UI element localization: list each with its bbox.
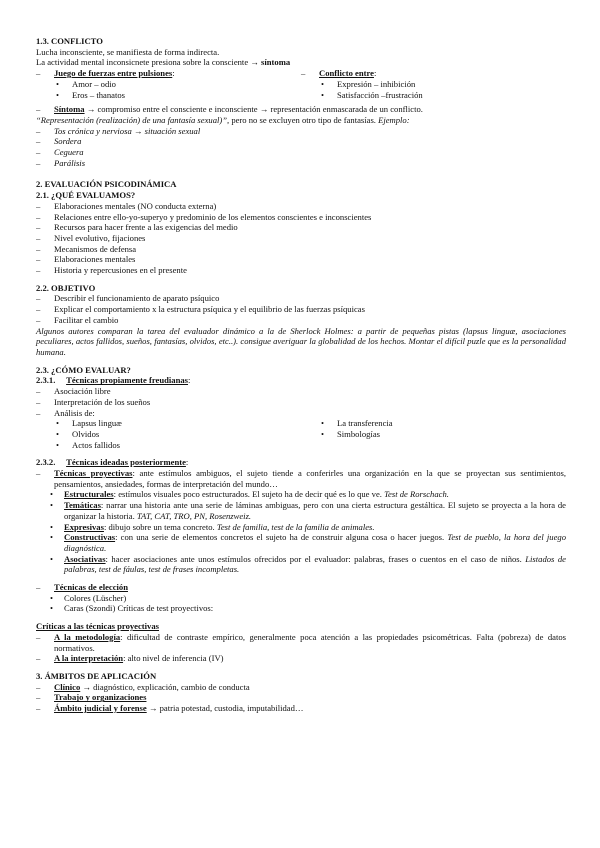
analisis-item: • Simbologías (321, 428, 380, 439)
que-evaluamos-item: – Historia y repercusiones en el presente (36, 265, 187, 276)
example-item: – Tos crónica y nerviosa → situación sexual (36, 125, 201, 136)
estructurales-item: • Estructurales: estímulos visuales poco estructurados. El sujeto ha de decir qué es lo que ve. Test de Rorschach. (50, 489, 449, 500)
que-evaluamos-item: – Relaciones entre ello-yo-superyo y predominio de los elementos conscientes e inconscientes (36, 211, 372, 222)
analisis-item: • Lapsus linguæ (56, 418, 122, 429)
que-evaluamos-item: – Nivel evolutivo, fijaciones (36, 232, 146, 243)
expresivas-item: • Expresivas: dibujo sobre un tema concreto. Test de familia, test de la familia de animales. (50, 521, 375, 532)
subsection-title-que-evaluamos: 2.1. ¿QUÉ EVALUAMOS? (36, 190, 136, 201)
document-page (36, 36, 566, 714)
eleccion-item: • Colores (Lüscher) (50, 592, 127, 603)
conflicto-entre-heading: – Conflicto entre: (301, 68, 377, 79)
que-evaluamos-item: – Recursos para hacer frente a las exigencias del medio (36, 222, 238, 233)
analisis-item: • Olvidos (56, 428, 100, 439)
ambito-item: – Trabajo y organizaciones (36, 692, 147, 703)
analisis-right-column (301, 418, 566, 450)
section-title-ambitos: 3. ÁMBITOS DE APLICACIÓN (36, 670, 157, 681)
critica-metodologia: – A la metodología: dificultad de contraste empírico, generalmente poca atención a las propiedades psicométricas. Falta (pobreza) de datos normativos. (36, 631, 566, 653)
fuerzas-column (36, 68, 301, 100)
eleccion-heading: – Técnicas de elección (36, 582, 128, 593)
objetivo-item: – Explicar el comportamiento x la estructura psíquica y el equilibrio de las fuerzas psíquicas (36, 304, 365, 315)
que-evaluamos-item: – Mecanismos de defensa (36, 243, 137, 254)
objetivo-item: – Facilitar el cambio (36, 314, 119, 325)
tematicas-item: • Temáticas: narrar una historia ante una serie de láminas ambiguas, pero con una cierta estructura gestáltica. El sujeto se proyecta a la hora de organizar la historia. TAT, CAT, TRO, PN, Rosenzweiz. (50, 500, 566, 521)
analisis-left-column (36, 418, 301, 450)
proyectivas-paragraph: – Técnicas proyectivas: ante estímulos ambiguos, el sujeto tiende a conferirles una organización en la que se proyectan sus sentimientos, pensamientos, ansiedades, formas de interpretación del mundo… (36, 468, 566, 489)
section-title-evaluacion: 2. EVALUACIÓN PSICODINÁMICA (36, 179, 177, 190)
posteriores-heading: 2.3.2. Técnicas ideadas posteriormente: (36, 457, 189, 468)
conflicto-line-1: Lucha inconsciente, se manifiesta de forma indirecta. (36, 46, 220, 57)
subsection-title-objetivo: 2.2. OBJETIVO (36, 282, 96, 293)
fuerzas-heading: – Juego de fuerzas entre pulsiones: (36, 68, 175, 79)
example-item: – Parálisis (36, 157, 86, 168)
ambito-item: – Ámbito judicial y forense → patria potestad, custodia, imputabilidad… (36, 703, 304, 714)
ambito-item: – Clínico → diagnóstico, explicación, cambio de conducta (36, 681, 250, 692)
analisis-two-columns (36, 418, 566, 450)
conflicto-entre-item: • Satisfacción –frustración (321, 89, 423, 100)
freudianas-item: – Interpretación de los sueños (36, 396, 151, 407)
freudianas-item: – Análisis de: (36, 407, 95, 418)
conflicto-entre-item: • Expresión – inhibición (321, 78, 416, 89)
example-item: – Sordera (36, 136, 82, 147)
analisis-item: • La transferencia (321, 418, 393, 429)
objetivo-item: – Describir el funcionamiento de aparato psíquico (36, 293, 220, 304)
que-evaluamos-item: – Elaboraciones mentales (36, 254, 136, 265)
freudianas-item: – Asociación libre (36, 386, 111, 397)
que-evaluamos-item: – Elaboraciones mentales (NO conducta externa) (36, 200, 217, 211)
freudianas-heading: 2.3.1. Técnicas propiamente freudianas: (36, 375, 191, 386)
sintoma-definition: – Síntoma → compromiso entre el consciente e inconsciente → representación enmascarada de un conflicto. (36, 104, 423, 115)
criticas-heading: Críticas a las técnicas proyectivas (36, 621, 159, 632)
eleccion-item: • Caras (Szondi) Críticas de test proyectivos: (50, 603, 214, 614)
representacion-line: “Representación (realización) de una fantasía sexual)”, pero no se excluyen otro tipo de fantasías. Ejemplo: (36, 114, 410, 125)
constructivas-item: • Constructivas: con una serie de elementos concretos el sujeto ha de construir alguna cosa o hacer juegos. Test de pueblo, la hora del juego diagnóstica. (50, 532, 566, 553)
subsection-title-como-evaluar: 2.3. ¿CÓMO EVALUAR? (36, 364, 131, 375)
conflicto-entre-column (301, 68, 566, 100)
fuerzas-item: • Eros – thanatos (56, 89, 125, 100)
conflicto-line-2: La actividad mental inconsicnete presiona sobre la consciente → síntoma (36, 57, 291, 68)
fuerzas-item: • Amor – odio (56, 78, 116, 89)
section-title-conflicto: 1.3. CONFLICTO (36, 36, 103, 46)
sherlock-paragraph: Algunos autores comparan la tarea del evaluador dinámico a la de Sherlock Holmes: a partir de pequeñas pistas (lapsus linguæ, asociaciones peculiares, actos fallidos, sueños, fantasías, olvidos, etc..). consigue averiguar la globalidad de los hechos. Montar el difícil puzle que es la personalidad humana. (36, 325, 566, 357)
critica-interpretacion: – A la interpretación: alto nivel de inferencia (IV) (36, 653, 224, 664)
analisis-item: • Actos fallidos (56, 439, 120, 450)
conflicto-two-columns (36, 68, 566, 100)
asociativas-item: • Asociativas: hacer asociaciones ante unos estímulos ofrecidos por el evaluador: palabras, frases o cuentos en el caso de niños. Listados de palabras, test de fáulas, test de frases incompletas. (50, 553, 566, 575)
example-item: – Ceguera (36, 147, 84, 158)
